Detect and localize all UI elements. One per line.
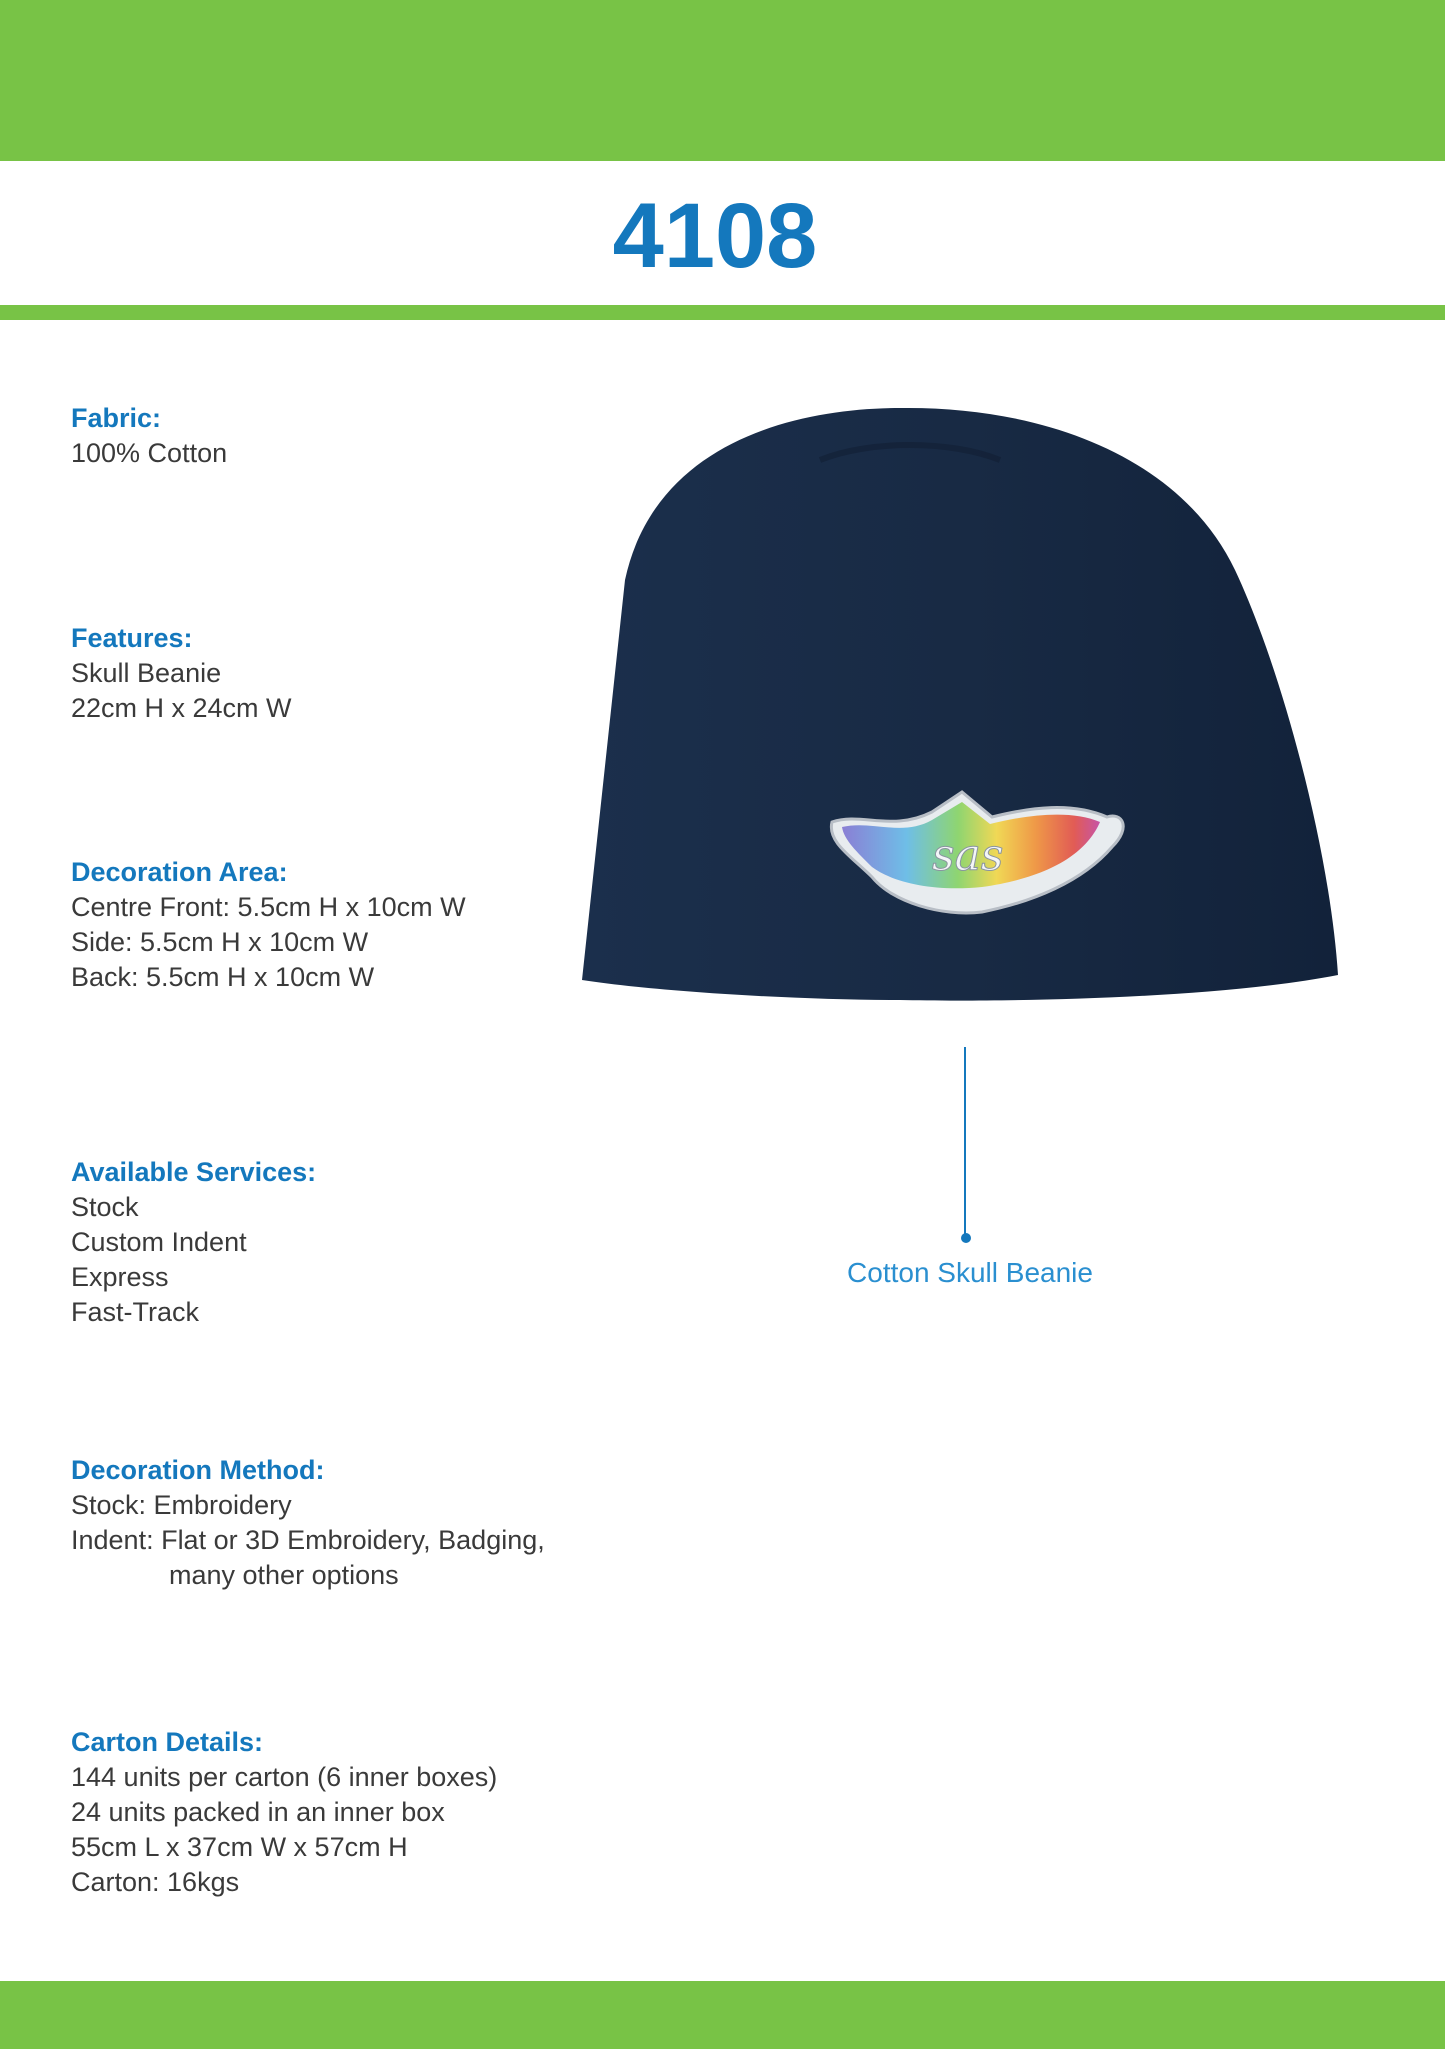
spec-features (71, 621, 292, 726)
spec-line: Fast-Track (71, 1297, 199, 1327)
spec-line: Stock (71, 1192, 139, 1222)
spec-services (71, 1155, 316, 1330)
beanie-hat-image (570, 400, 1350, 1010)
product-image-label: Cotton Skull Beanie (847, 1257, 1093, 1288)
spec-carton (71, 1725, 497, 1900)
spec-heading: Available Services: (71, 1157, 317, 1187)
spec-decoration-method (71, 1453, 545, 1593)
spec-line: Indent: Flat or 3D Embroidery, Badging, (71, 1525, 545, 1555)
spec-line: Centre Front: 5.5cm H x 10cm W (71, 892, 466, 922)
product-code: 4108 (612, 185, 818, 287)
spec-line: Skull Beanie (71, 658, 222, 688)
callout-line (964, 1047, 966, 1237)
footer-band (0, 1981, 1445, 2049)
spec-heading: Features: (71, 623, 193, 653)
spec-line: Custom Indent (71, 1227, 247, 1257)
spec-line: 22cm H x 24cm W (71, 693, 292, 723)
divider-band (0, 305, 1445, 320)
spec-line: 55cm L x 37cm W x 57cm H (71, 1832, 408, 1862)
spec-fabric (71, 401, 227, 471)
header-band (0, 0, 1445, 161)
spec-heading: Decoration Area: (71, 857, 288, 887)
spec-heading: Decoration Method: (71, 1455, 325, 1485)
spec-line: 24 units packed in an inner box (71, 1797, 445, 1827)
spec-line: Side: 5.5cm H x 10cm W (71, 927, 369, 957)
spec-line: 144 units per carton (6 inner boxes) (71, 1762, 498, 1792)
spec-line: 100% Cotton (71, 438, 228, 468)
callout-dot (961, 1233, 971, 1243)
spec-decoration-area (71, 855, 466, 995)
spec-line: Back: 5.5cm H x 10cm W (71, 962, 375, 992)
spec-line: many other options (169, 1560, 399, 1590)
spec-heading: Carton Details: (71, 1727, 264, 1757)
spec-line: Express (71, 1262, 169, 1292)
svg-text:sas: sas (932, 830, 1004, 881)
spec-line: Stock: Embroidery (71, 1490, 292, 1520)
spec-line: Carton: 16kgs (71, 1867, 240, 1897)
spec-heading: Fabric: (71, 403, 162, 433)
